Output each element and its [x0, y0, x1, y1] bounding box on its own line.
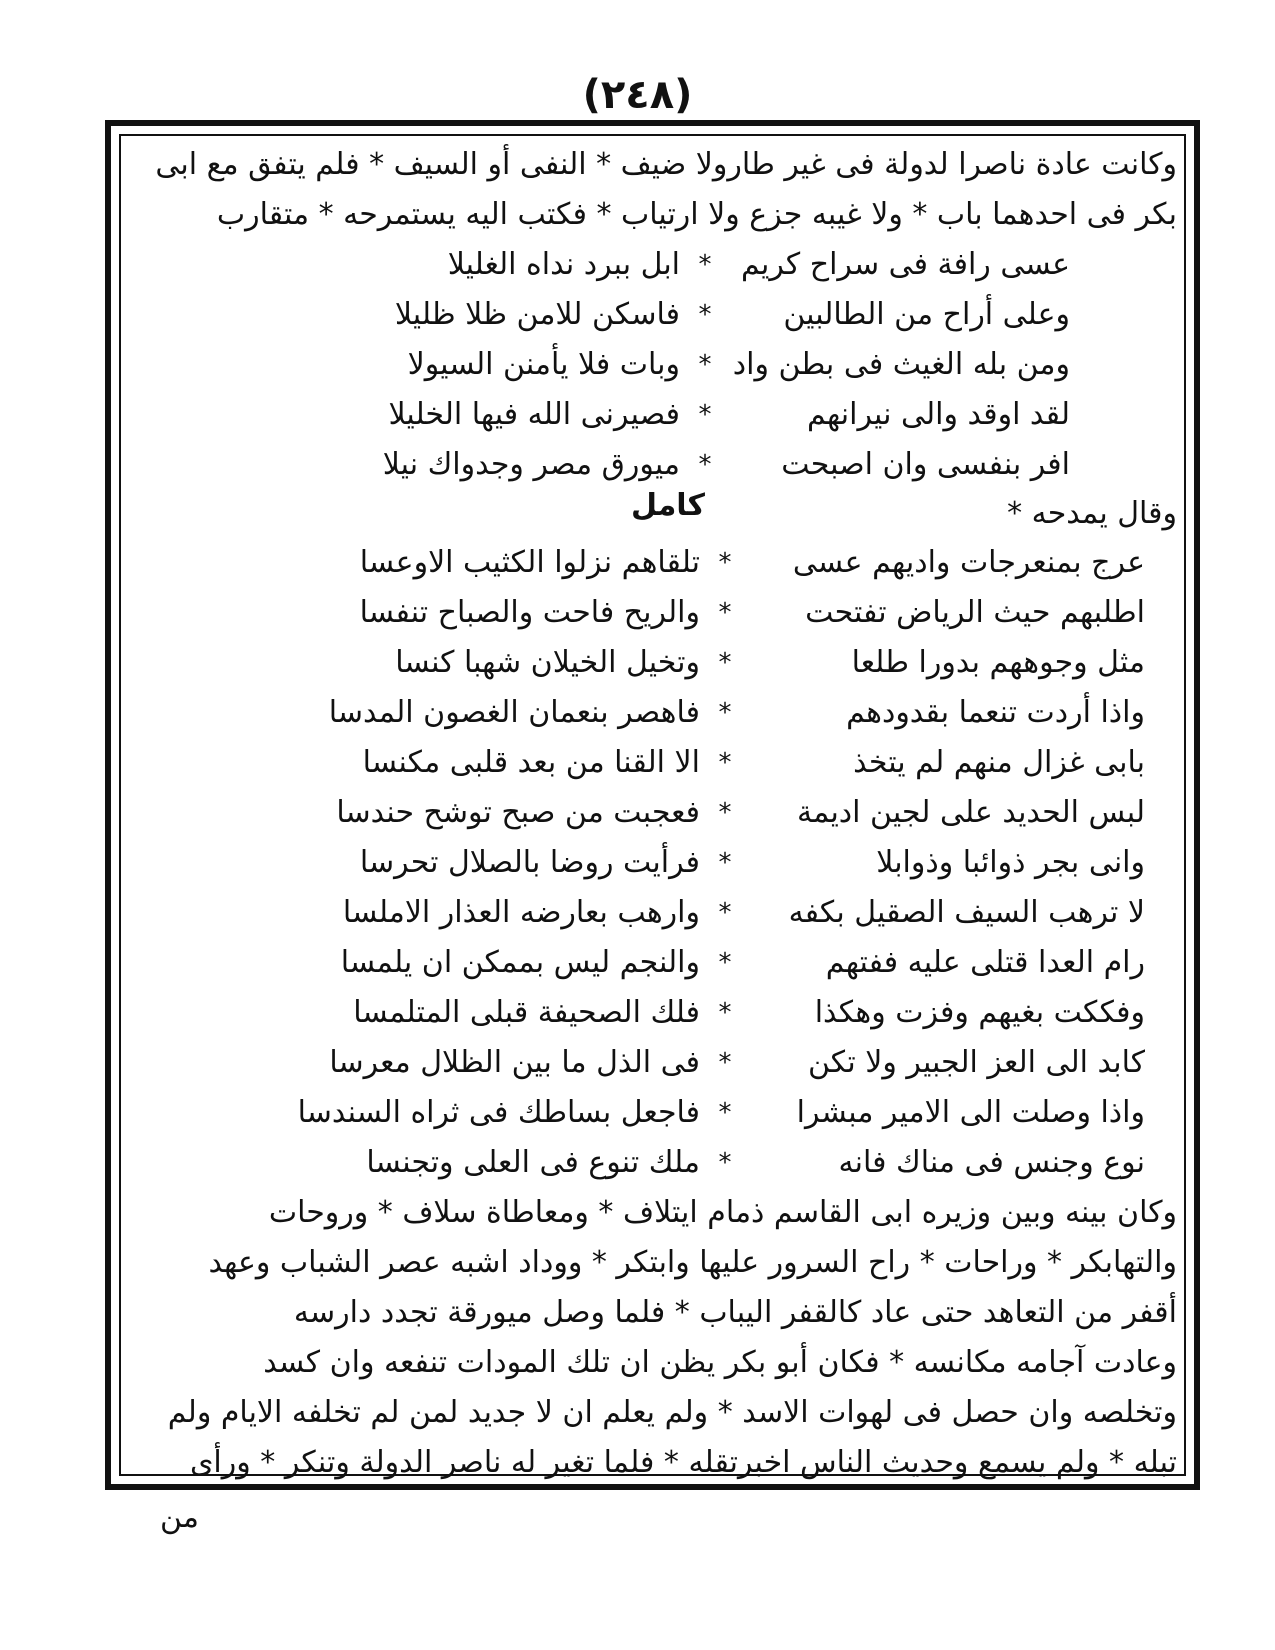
prose-bottom: [120, 1188, 1185, 1488]
hemistich-first: لبس الحديد على لجين اديمة: [797, 795, 1145, 830]
prose-line: تبله * ولم يسمع وحديث الناس اخبرتقله * فلما تغير له ناصر الدولة وتنكر * ورأى: [189, 1445, 1177, 1480]
verse: [120, 988, 1185, 1038]
asterisk-separator: *: [698, 250, 712, 280]
verse: [120, 788, 1185, 838]
catchword: من: [160, 1500, 199, 1535]
asterisk-separator: *: [698, 300, 712, 330]
asterisk-separator: *: [718, 548, 732, 578]
hemistich-second: فعجبت من صبح توشح حندسا: [336, 795, 700, 830]
hemistich-first: بابى غزال منهم لم يتخذ: [853, 745, 1145, 780]
poem-intro-text: وقال يمدحه *: [1007, 496, 1177, 531]
asterisk-separator: *: [718, 698, 732, 728]
verse: [120, 1088, 1185, 1138]
hemistich-first: اطلبهم حيث الرياض تفتحت: [805, 595, 1145, 630]
prose-line: أقفر من التعاهد حتى عاد كالقفر اليباب * فلما وصل ميورقة تجدد دارسه: [293, 1295, 1177, 1330]
hemistich-first: لقد اوقد والى نيرانهم: [807, 397, 1070, 432]
verse: [120, 538, 1185, 588]
asterisk-separator: *: [718, 748, 732, 778]
hemistich-first: رام العدا قتلى عليه ففتهم: [825, 945, 1145, 980]
prose-line: وعادت آجامه مكانسه * فكان أبو بكر يظن ان تلك المودات تنفعه وان كسد: [263, 1345, 1177, 1380]
hemistich-second: والنجم ليس بممكن ان يلمسا: [340, 945, 700, 980]
prose-line: وكانت عادة ناصرا لدولة فى غير طارولا ضيف * النفى أو السيف * فلم يتفق مع ابى: [155, 147, 1177, 182]
poem-kamil: [120, 538, 1185, 1188]
verse: [120, 240, 1185, 290]
hemistich-first: مثل وجوههم بدورا طلعا: [851, 645, 1145, 680]
hemistich-second: الا القنا من بعد قلبى مكنسا: [362, 745, 700, 780]
verse: [120, 838, 1185, 888]
hemistich-first: واذا وصلت الى الامير مبشرا: [796, 1095, 1145, 1130]
asterisk-separator: *: [718, 1148, 732, 1178]
hemistich-first: افر بنفسى وان اصبحت: [781, 447, 1070, 482]
hemistich-second: فاسكن للامن ظلا ظليلا: [394, 297, 680, 332]
hemistich-second: فصيرنى الله فيها الخليلا: [388, 397, 680, 432]
verse: [120, 290, 1185, 340]
prose-line: وكان بينه وبين وزيره ابى القاسم ذمام ايتلاف * ومعاطاة سلاف * وروحات: [268, 1195, 1177, 1230]
page-content: [120, 140, 1185, 1480]
prose-line: بكر فى احدهما باب * ولا غيبه جزع ولا ارتياب * فكتب اليه يستمرحه * متقارب: [216, 197, 1177, 232]
hemistich-second: وارهب بعارضه العذار الاملسا: [342, 895, 700, 930]
verse: [120, 1038, 1185, 1088]
hemistich-second: وبات فلا يأمنن السيولا: [407, 347, 680, 382]
verse: [120, 688, 1185, 738]
asterisk-separator: *: [698, 450, 712, 480]
asterisk-separator: *: [718, 998, 732, 1028]
hemistich-first: ومن بله الغيث فى بطن واد: [732, 347, 1070, 382]
hemistich-second: ابل ببرد نداه الغليلا: [447, 247, 680, 282]
asterisk-separator: *: [718, 948, 732, 978]
hemistich-second: فاهصر بنعمان الغصون المدسا: [328, 695, 700, 730]
hemistich-first: وفككت بغيهم وفزت وهكذا: [814, 995, 1145, 1030]
asterisk-separator: *: [718, 598, 732, 628]
hemistich-second: فى الذل ما بين الظلال معرسا: [329, 1045, 700, 1080]
asterisk-separator: *: [718, 798, 732, 828]
prose-top: [120, 140, 1185, 240]
hemistich-first: كابد الى العز الجبير ولا تكن: [807, 1045, 1145, 1080]
hemistich-first: واذا أردت تنعما بقدودهم: [846, 695, 1145, 730]
hemistich-second: فاجعل بساطك فى ثراه السندسا: [297, 1095, 700, 1130]
asterisk-separator: *: [718, 848, 732, 878]
hemistich-first: عسى رافة فى سراح كريم: [741, 247, 1070, 282]
hemistich-second: وتخيل الخيلان شهبا كنسا: [395, 645, 700, 680]
verse: [120, 888, 1185, 938]
asterisk-separator: *: [698, 400, 712, 430]
page-number: (٢٤٨): [582, 72, 693, 118]
verse: [120, 638, 1185, 688]
verse: [120, 1138, 1185, 1188]
hemistich-second: والريح فاحت والصباح تنفسا: [359, 595, 700, 630]
prose-line: وتخلصه وان حصل فى لهوات الاسد * ولم يعلم ان لا جديد لمن لم تخلفه الايام ولم: [167, 1395, 1177, 1430]
hemistich-first: لا ترهب السيف الصقيل بكفه: [788, 895, 1145, 930]
hemistich-first: وانى بجر ذوائبا وذوابلا: [876, 845, 1145, 880]
hemistich-second: ملك تنوع فى العلى وتجنسا: [366, 1145, 700, 1180]
hemistich-first: وعلى أراح من الطالبين: [783, 297, 1070, 332]
asterisk-separator: *: [718, 1048, 732, 1078]
hemistich-second: ميورق مصر وجدواك نيلا: [382, 447, 680, 482]
asterisk-separator: *: [718, 1098, 732, 1128]
asterisk-separator: *: [718, 648, 732, 678]
verse: [120, 390, 1185, 440]
poem-mutaqarib: [120, 240, 1185, 490]
hemistich-second: فلك الصحيفة قبلى المتلمسا: [353, 995, 700, 1030]
verse: [120, 340, 1185, 390]
verse: [120, 938, 1185, 988]
verse: [120, 588, 1185, 638]
poem-intro: [120, 490, 1185, 538]
prose-line: والتهابكر * وراحات * راح السرور عليها وابتكر * ووداد اشبه عصر الشباب وعهد: [208, 1245, 1177, 1280]
hemistich-first: عرج بمنعرجات واديهم عسى: [792, 545, 1145, 580]
asterisk-separator: *: [698, 350, 712, 380]
asterisk-separator: *: [718, 898, 732, 928]
hemistich-second: تلقاهم نزلوا الكثيب الاوعسا: [359, 545, 700, 580]
metre-label: كامل: [630, 488, 705, 523]
hemistich-second: فرأيت روضا بالصلال تحرسا: [359, 845, 700, 880]
hemistich-first: نوع وجنس فى مناك فانه: [838, 1145, 1145, 1180]
verse: [120, 738, 1185, 788]
